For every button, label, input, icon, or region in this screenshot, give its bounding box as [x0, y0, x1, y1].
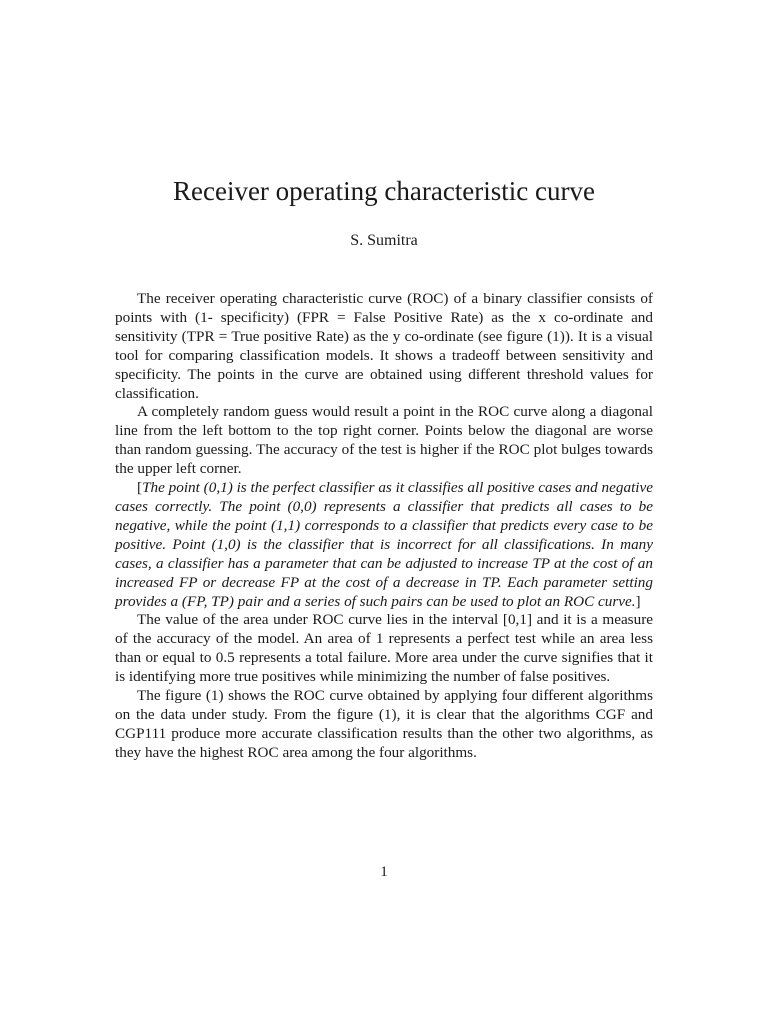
document-title: Receiver operating characteristic curve — [172, 176, 595, 206]
bracket-close: ] — [635, 592, 641, 610]
italic-note: The point (0,1) is the perfect classifier as it classifies all positive cases and negative cases correctly. The point (0,0) represents a classifier that predicts all cases to be negative, while the point (1,1) corresponds to a classifier that predicts every case to be positive. Point (1,0) is the classifier that is incorrect for all classifications. In many cases, a classifier has a parameter that can be adjusted to increase TP at the cost of an increased FP or decrease FP at the cost of a decrease in TP. Each parameter setting provides a (FP, TP) pair and a series of such pairs can be used to plot an ROC curve. — [115, 479, 653, 610]
document-body — [115, 290, 653, 763]
paragraph-random-guess: A completely random guess would result a point in the ROC curve along a diagonal line from the left bottom to the top right corner. Points below the diagonal are worse than random guessing. The accuracy of the test is higher if the ROC plot bulges towards the upper left corner. — [115, 403, 653, 478]
paragraph-area-under-curve: The value of the area under ROC curve lies in the interval [0,1] and it is a measure of the accuracy of the model. An area of 1 represents a perfect test while an area less than or equal to 0.5 represents a total failure. More area under the curve signifies that it is identifying more true positives while minimizing the number of false positives. — [115, 611, 653, 686]
document-author: S. Sumitra — [350, 232, 418, 249]
paragraph-roc-definition: The receiver operating characteristic curve (ROC) of a binary classifier consists of points with (1- specificity) (FPR = False Positive Rate) as the x co-ordinate and sensitivity (TPR = True positive Rate) as the y co-ordinate (see figure (1)). It is a visual tool for comparing classification models. It shows a tradeoff between sensitivity and specificity. The points in the curve are obtained using different threshold values for classification. — [115, 290, 653, 402]
paragraph-classifier-points — [115, 479, 653, 611]
paragraph-figure-description: The figure (1) shows the ROC curve obtained by applying four different algorithms on the data under study. From the figure (1), it is clear that the algorithms CGF and CGP111 produce more accurate classification results than the other two algorithms, as they have the highest ROC area among the four algorithms. — [115, 687, 653, 761]
page-number: 1 — [380, 864, 388, 880]
bracket-open: [ — [137, 479, 143, 497]
